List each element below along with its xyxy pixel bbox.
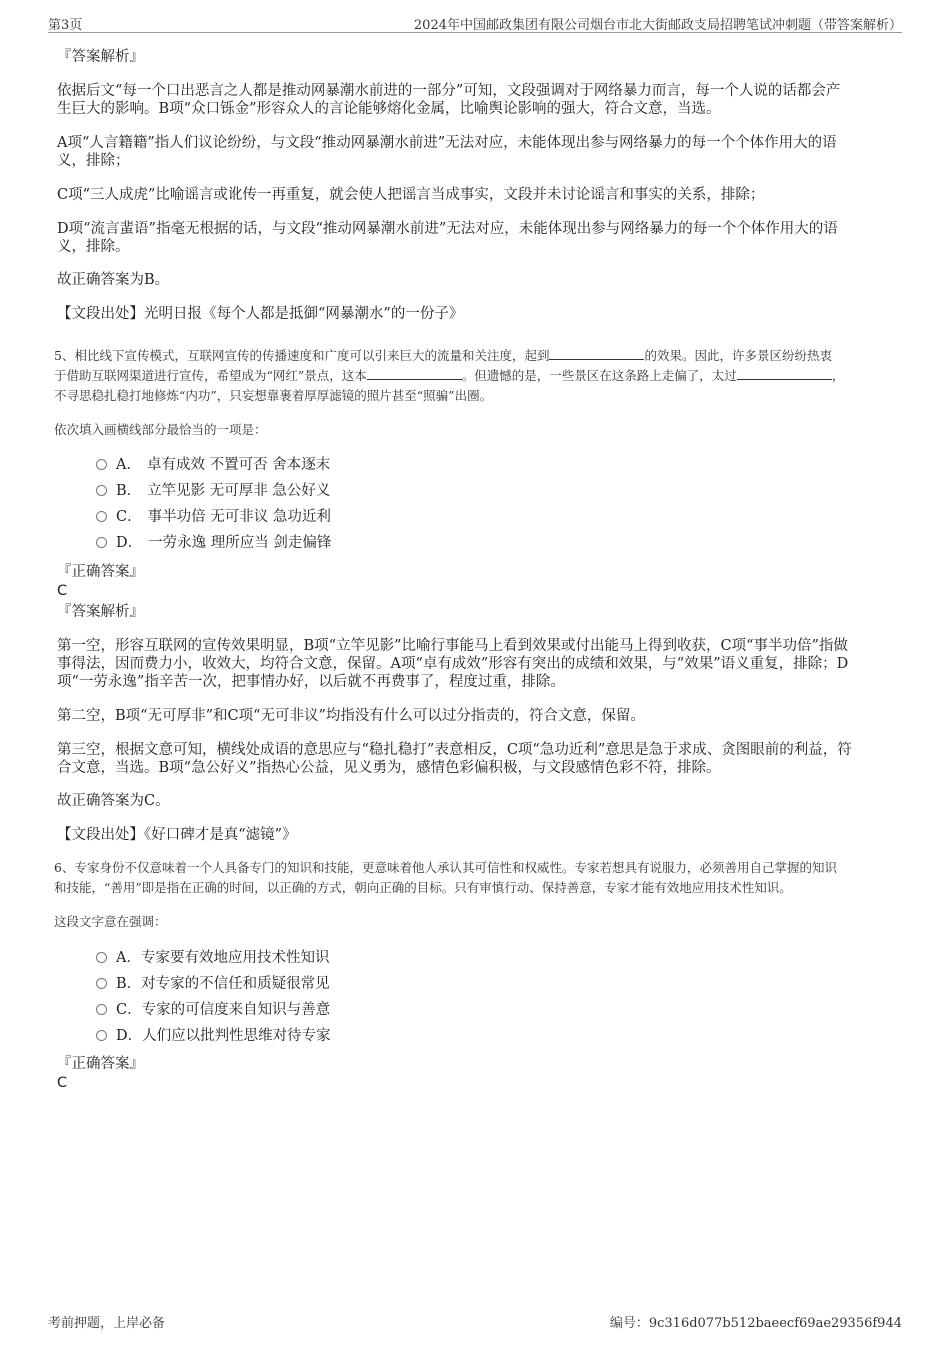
q4-analysis-p4 [57,220,887,256]
text-line: 义，排除。 [57,239,130,255]
footer-slogan: 考前押题，上岸必备 [48,1316,166,1331]
q5-prompt: 依次填入画横线部分最恰当的一项是： [54,422,267,437]
q4-analysis-p3: C项“三人成虎”比喻谣言或讹传一再重复，就会使人把谣言当成事实，文段并未讨论谣言和事实的关系，排除； [57,187,765,203]
fill-blank [367,368,462,380]
q4-analysis-p2 [57,134,887,170]
q5-option-b[interactable]: B． 立竿见影 无可厚非 急公好义 [96,481,330,501]
text-line: 6、专家身份不仅意味着一个人具备专门的知识和技能，更意味着他人承认其可信性和权威性。专家若想具有说服力，必须善用自己掌握的知识 [54,860,837,875]
text-line: 于借助互联网渠道进行宣传，希望成为“网红”景点，这本 。但遗憾的是，一些景区在这条路上走偏了，太过 ， [54,368,845,383]
text-line: 和技能，“善用”即是指在正确的时间，以正确的方式，朝向正确的目标。只有审慎行动、保持善意，专家才能有效地应用技术性知识。 [54,880,792,895]
q5-stem [54,346,899,406]
text-line: A项“人言籍籍”指人们议论纷纷，与文段“推动网暴潮水前进”无法对应，未能体现出参与网络暴力的每一个个体作用大的语 [57,135,837,151]
page-footer [48,1312,902,1332]
text-line: 不寻思稳扎稳打地修炼“内功”，只妄想靠裹着厚厚滤镜的照片甚至“照骗”出圈。 [54,388,493,403]
document-id: 编号：9c316d077b512baeecf69ae29356f944 [609,1316,902,1331]
text-line: 5、相比线下宣传模式，互联网宣传的传播速度和广度可以引来巨大的流量和关注度，起到 的效果。因此，许多景区纷纷热衷 [54,348,832,363]
text-line: 义，排除； [57,153,130,169]
text-line: D项“流言蜚语”指毫无根据的话，与文段“推动网暴潮水前进”无法对应，未能体现出参与网络暴力的每一个个体作用大的语 [57,221,838,237]
text-line: 第三空，根据文意可知，横线处成语的意思应与“稳扎稳打”表意相反，C项“急功近利”意思是急于求成、贪图眼前的利益，符 [57,742,852,758]
fill-blank [737,368,832,380]
q5-option-a[interactable]: A． 卓有成效 不置可否 舍本逐末 [96,455,330,475]
q6-option-d[interactable]: D．人们应以批判性思维对待专家 [96,1026,331,1046]
q6-option-c[interactable]: C．专家的可信度来自知识与善意 [96,1000,330,1020]
q5-option-c[interactable]: C． 事半功倍 无可非议 急功近利 [96,507,331,527]
q6-prompt: 这段文字意在强调： [54,914,167,929]
q6-option-a[interactable]: A．专家要有效地应用技术性知识 [96,948,329,968]
q5-conclusion: 故正确答案为C。 [57,793,170,809]
q4-source: 【文段出处】光明日报《每个人都是抵御“网暴潮水”的一份子》 [57,306,464,322]
radio-icon[interactable] [96,537,107,548]
q5-answer: C [57,583,68,599]
text-line: 依据后文“每一个口出恶言之人都是推动网暴潮水前进的一部分”可知，文段强调对于网络暴力而言，每一个人说的话都会产 [57,83,841,99]
text-line: 合文意，当选。B项“急公好义”指热心公益，见义勇为，感情色彩偏积极，与文段感情色彩不符，排除。 [57,760,721,776]
text-line: 生巨大的影响。B项“众口铄金”形容众人的言论能够熔化金属，比喻舆论影响的强大，符合文意，当选。 [57,101,721,117]
q5-source: 【文段出处】《好口碑才是真“滤镜”》 [57,827,297,843]
radio-icon[interactable] [96,952,107,963]
radio-icon[interactable] [96,459,107,470]
text-line: 项“一劳永逸”指辛苦一次，把事情办好，以后就不再费事了，程度过重，排除。 [57,674,565,690]
q6-stem [54,858,899,898]
q6-answer: C [57,1075,68,1091]
q4-analysis-p1 [57,82,887,118]
q6-answer-label: 『正确答案』 [57,1056,144,1072]
text-line: 事得法，因而费力小，收效大，均符合文意，保留。A项“卓有成效”形容有突出的成绩和效果，与“效果”语义重复，排除；D [57,656,849,672]
radio-icon[interactable] [96,1004,107,1015]
page-header [48,12,902,33]
radio-icon[interactable] [96,1030,107,1041]
text-line: 第一空，形容互联网的宣传效果明显，B项“立竿见影”比喻行事能马上看到效果或付出能马上得到收获，C项“事半功倍”指做 [57,638,848,654]
q5-option-d[interactable]: D． 一劳永逸 理所应当 剑走偏锋 [96,533,331,553]
q5-analysis-p2: 第二空，B项“无可厚非”和C项“无可非议”均指没有什么可以过分指责的，符合文意，保留。 [57,708,645,724]
radio-icon[interactable] [96,511,107,522]
page-number: 第3页 [48,18,83,33]
q6-option-b[interactable]: B．对专家的不信任和质疑很常见 [96,974,330,994]
q5-analysis-p1 [57,637,887,691]
q4-analysis-label: 『答案解析』 [57,49,144,65]
q5-answer-label: 『正确答案』 [57,564,144,580]
radio-icon[interactable] [96,485,107,496]
q5-analysis-label: 『答案解析』 [57,604,144,620]
q4-conclusion: 故正确答案为B。 [57,272,170,288]
q5-analysis-p3 [57,741,887,777]
document-title: 2024年中国邮政集团有限公司烟台市北大街邮政支局招聘笔试冲刺题（带答案解析） [413,18,902,33]
radio-icon[interactable] [96,978,107,989]
fill-blank [549,348,644,360]
